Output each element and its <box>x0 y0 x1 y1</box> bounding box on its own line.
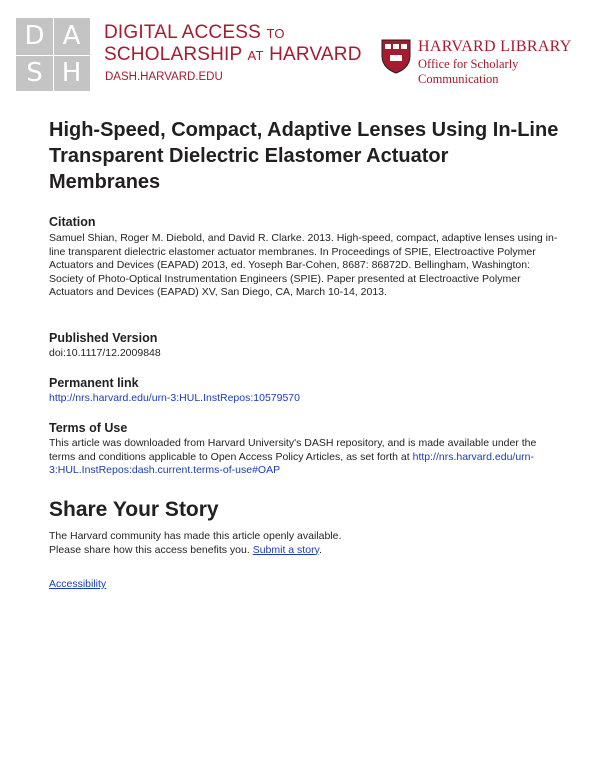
citation-text: Samuel Shian, Roger M. Diebold, and David R. Clarke. 2013. High-speed, compact, adaptive lenses using in-line transparent dielectric elastomer actuator membranes. In Proceedings of SPIE, Electroactive Polymer Actuators and Devices (EAPAD) 2013, ed. Yoseph Bar-Cohen, 8687: 86872D. Bellingham, Washington: Society of Photo-Optical Instrumentation Engineers (SPIE). Paper presented at Electroactive Polymer Actuators and Devices (EAPAD) XV, San Diego, CA, March 10-14, 2013. <box>49 232 558 298</box>
published-version-heading: Published Version <box>49 331 158 345</box>
dash-url: DASH.HARVARD.EDU <box>105 71 223 83</box>
dash-title-harvard: HARVARD <box>269 44 362 65</box>
accessibility-link[interactable]: Accessibility <box>49 578 107 590</box>
permanent-link[interactable]: http://nrs.harvard.edu/urn-3:HUL.InstRepos:10579570 <box>49 392 300 404</box>
share-heading: Share Your Story <box>49 498 219 521</box>
document-title: High-Speed, Compact, Adaptive Lenses Using In-Line Transparent Dielectric Elastomer Actuator Membranes <box>49 119 559 193</box>
logo-divider-horizontal <box>16 55 90 56</box>
harvard-shield-icon <box>381 38 411 74</box>
dash-letter-h: H <box>61 57 82 88</box>
dash-title-to: TO <box>266 26 285 41</box>
dash-letter-a: A <box>62 21 81 52</box>
dash-letter-d: D <box>24 21 45 52</box>
permanent-link-heading: Permanent link <box>49 376 139 390</box>
published-version-text: doi:10.1117/12.2009848 <box>49 347 161 359</box>
submit-story-link[interactable]: Submit a story <box>252 543 320 556</box>
dash-letter-s: S <box>26 57 43 88</box>
dash-title-line1: DIGITAL ACCESS <box>104 22 261 43</box>
share-end: . <box>319 543 322 556</box>
share-line-2: Please share how this access benefits you. <box>49 543 250 556</box>
citation-heading: Citation <box>49 215 96 229</box>
dash-title-line2: SCHOLARSHIP <box>104 44 243 65</box>
library-title: HARVARD LIBRARY <box>418 38 572 55</box>
terms-text: This article was downloaded from Harvard University's DASH repository, and is made available under the terms and conditions applicable to Open Access Policy Articles, as set forth at <box>49 437 537 463</box>
terms-heading: Terms of Use <box>49 421 128 435</box>
share-body <box>49 530 559 557</box>
dash-title-at: AT <box>247 48 264 63</box>
terms-body <box>49 437 559 478</box>
library-subtitle: Office for Scholarly Communication <box>418 57 519 86</box>
share-line-1: The Harvard community has made this article openly available. <box>49 530 342 542</box>
terms-link[interactable]: http://nrs.harvard.edu/urn-3:HUL.InstRepos:dash.current.terms-of-use#OAP <box>49 450 535 476</box>
dash-title <box>104 22 362 66</box>
